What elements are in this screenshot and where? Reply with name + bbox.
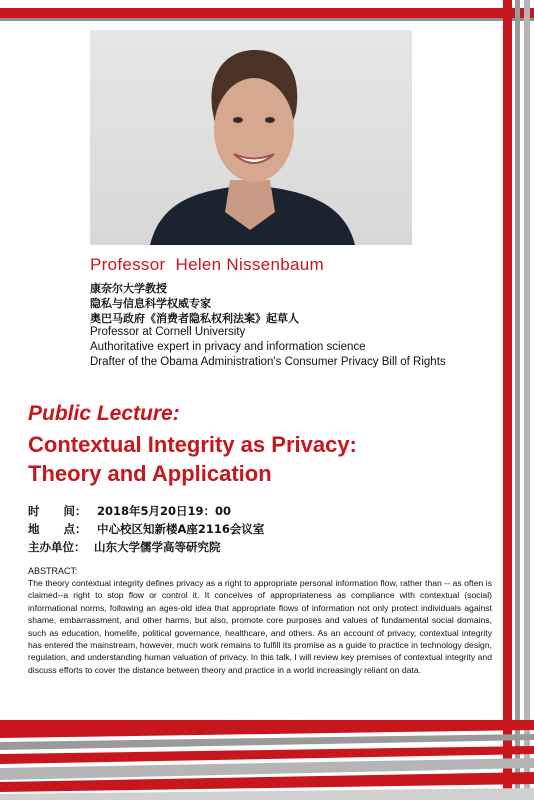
bottom-stripe-band: [0, 720, 534, 800]
speaker-title-en-3: Drafter of the Obama Administration's Consumer Privacy Bill of Rights: [90, 356, 446, 368]
speaker-title-en-2: Authoritative expert in privacy and information science: [90, 341, 366, 353]
right-light-gray-stripe: [524, 0, 530, 800]
time-value: 2018年5月20日19：00: [97, 504, 232, 518]
top-gray-stripe: [0, 18, 534, 21]
right-red-stripe: [503, 0, 512, 800]
speaker-title-cn-1: 康奈尔大学教授: [90, 282, 167, 295]
abstract-body: The theory contextual integrity defines privacy as a right to appropriate personal information flow, rather than -- as often is claimed--a right to stop flow or control it. It conceives of appropriateness as compliance with contextual (social) informational norms, following an ages-old idea that appropriate flows of information not only protect individuals against shame, embarrassment, and other harms, but also, promote core purposes and values of fundamental social domains, such as education, homelife, political governance, healthcare, and others. As an account of privacy, contextual integrity has entered the mainstream, however, much work remains to fulfill its promise as a guide to practice in technology design, regulation, and understanding human valuation of privacy. In this talk, I will review key premises of contextual integrity and discuss efforts to cover the distance between theory and practice in a world increasingly reliant on data.: [28, 578, 492, 675]
right-gray-stripe: [515, 0, 520, 800]
speaker-title-cn-3: 奥巴马政府《消费者隐私权利法案》起草人: [90, 312, 299, 325]
host-label: 主办单位：: [28, 540, 86, 554]
speaker-photo: [90, 30, 412, 245]
speaker-title-cn-2: 隐私与信息科学权威专家: [90, 297, 211, 310]
speaker-name: Professor Helen Nissenbaum: [90, 255, 324, 274]
place-label: 地 点：: [28, 522, 87, 536]
lecture-title-line-2: Theory and Application: [28, 461, 272, 486]
time-label: 时 间：: [28, 504, 87, 518]
speaker-title-en-1: Professor at Cornell University: [90, 326, 246, 338]
abstract-heading: ABSTRACT:: [28, 566, 78, 576]
top-red-stripe: [0, 8, 534, 18]
place-value: 中心校区知新楼A座2116会议室: [97, 522, 265, 536]
lecture-type-heading: Public Lecture:: [28, 402, 180, 425]
lecture-title-line-1: Contextual Integrity as Privacy:: [28, 432, 357, 457]
host-value: 山东大学儒学高等研究院: [94, 540, 221, 554]
